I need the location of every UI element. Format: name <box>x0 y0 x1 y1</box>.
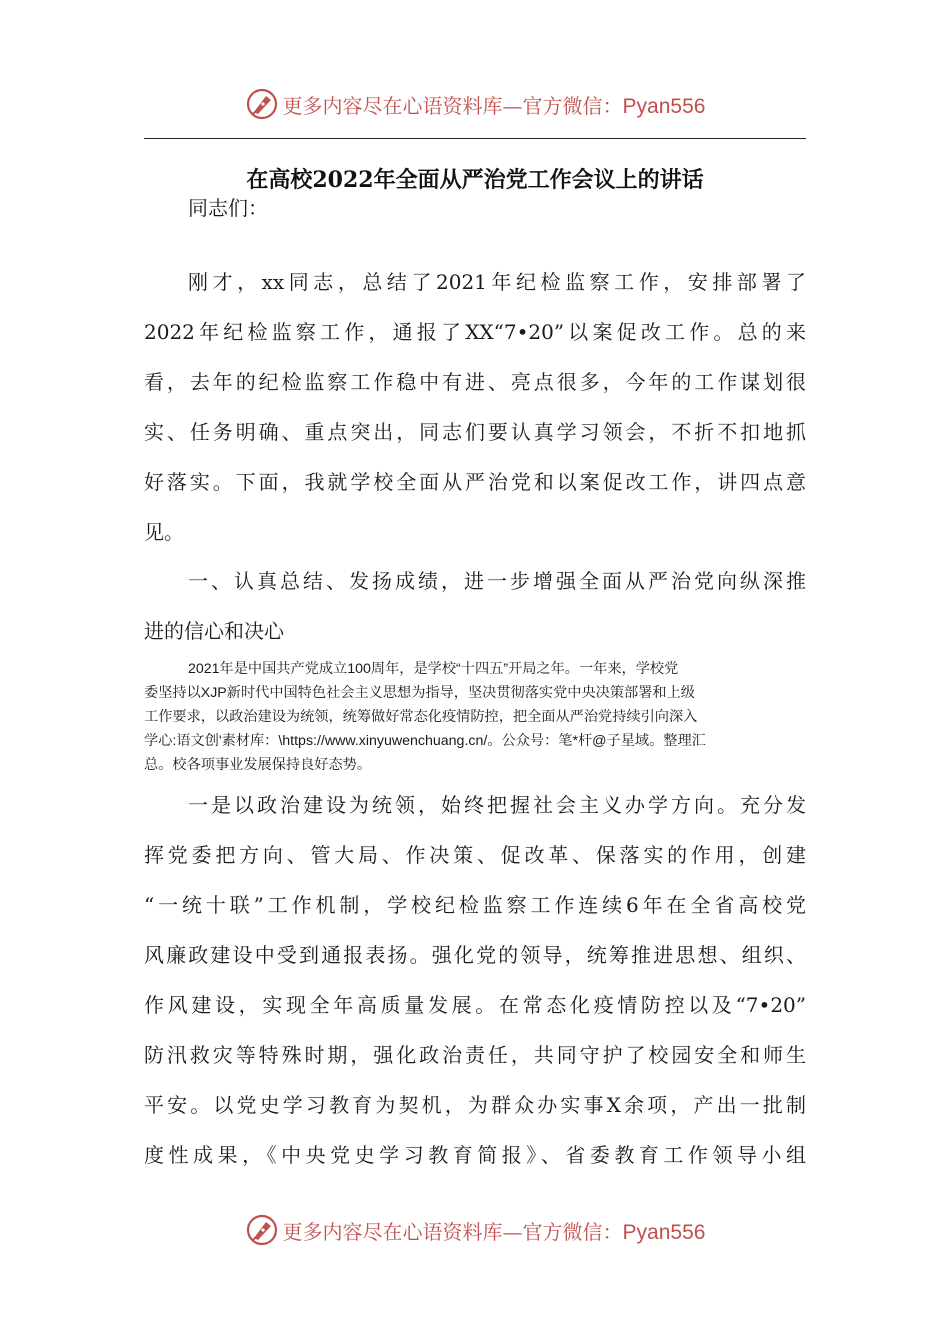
p1-line: 2022年纪检监察工作，通报了XX“7•20”以案促改工作。总的来 <box>144 320 806 344</box>
paragraph-1 <box>144 257 806 557</box>
p1-line: 实、任务明确、重点突出，同志们要认真学习领会，不折不扣地抓 <box>144 420 806 444</box>
p2-line: 风廉政建设中受到通报表扬。强化党的领导，统筹推进思想、组织、 <box>144 943 806 967</box>
p2-line: 作风建设，实现全年高质量发展。在常态化疫情防控以及“7•20” <box>144 993 806 1017</box>
small-line: 学心:语文创'素材库：\https://www.xinyuwenchuang.cn/。公众号：笔*杆@子星域。整理汇 <box>144 733 706 749</box>
banner-handle: Pyan556 <box>622 94 706 118</box>
section-heading-1 <box>144 556 806 656</box>
inserted-paragraph <box>144 657 806 777</box>
header-divider <box>144 138 806 139</box>
greeting <box>144 183 806 233</box>
banner-text: 更多内容尽在心语资料库—官方微信：Pyan556 <box>282 93 706 118</box>
pen-nib-logo-icon <box>245 1213 279 1247</box>
p1-line: 刚才，xx同志，总结了2021年纪检监察工作，安排部署了 <box>188 270 806 294</box>
p2-line: “一统十联”工作机制，学校纪检监察工作连续6年在全省高校党 <box>144 893 806 917</box>
p2-line: 度性成果，《中央党史学习教育简报》、省委教育工作领导小组 <box>144 1143 806 1167</box>
p2-line: 防汛救灾等特殊时期，强化政治责任，共同守护了校园安全和师生 <box>144 1043 806 1067</box>
p2-line: 一是以政治建设为统领，始终把握社会主义办学方向。充分发 <box>188 793 806 817</box>
footer-banner <box>0 1208 950 1252</box>
small-line: 委坚持以XJP新时代中国特色社会主义思想为指导，坚决贯彻落实党中央决策部署和上级 <box>144 685 695 701</box>
p1-line: 看，去年的纪检监察工作稳中有进、亮点很多，今年的工作谋划很 <box>144 370 806 394</box>
paragraph-2 <box>144 780 806 1180</box>
pen-nib-logo-icon <box>245 87 279 121</box>
heading-line: 一、认真总结、发扬成绩，进一步增强全面从严治党向纵深推 <box>188 569 806 593</box>
heading-line: 进的信心和决心 <box>144 619 284 643</box>
header-banner <box>0 82 950 126</box>
small-line: 总。校各项事业发展保持良好态势。 <box>144 757 372 773</box>
banner-text: 更多内容尽在心语资料库—官方微信：Pyan556 <box>282 1219 706 1244</box>
banner-handle: Pyan556 <box>622 1220 706 1244</box>
p1-line: 好落实。下面，我就学校全面从严治党和以案促改工作，讲四点意 <box>144 470 806 494</box>
p2-line: 挥党委把方向、管大局、作决策、促改革、保落实的作用，创建 <box>144 843 806 867</box>
small-line: 2021年是中国共产党成立100周年，是学校“十四五”开局之年。一年来，学校党 <box>188 661 679 677</box>
small-line: 工作要求，以政治建设为统领，统筹做好常态化疫情防控，把全面从严治党持续引向深入 <box>144 709 698 725</box>
document-title: 在高校2022年全面从严治党工作会议上的讲话 <box>246 167 704 193</box>
greeting-text: 同志们： <box>188 196 268 220</box>
p1-line: 见。 <box>144 520 184 544</box>
p2-line: 平安。以党史学习教育为契机，为群众办实事X余项，产出一批制 <box>144 1093 806 1117</box>
